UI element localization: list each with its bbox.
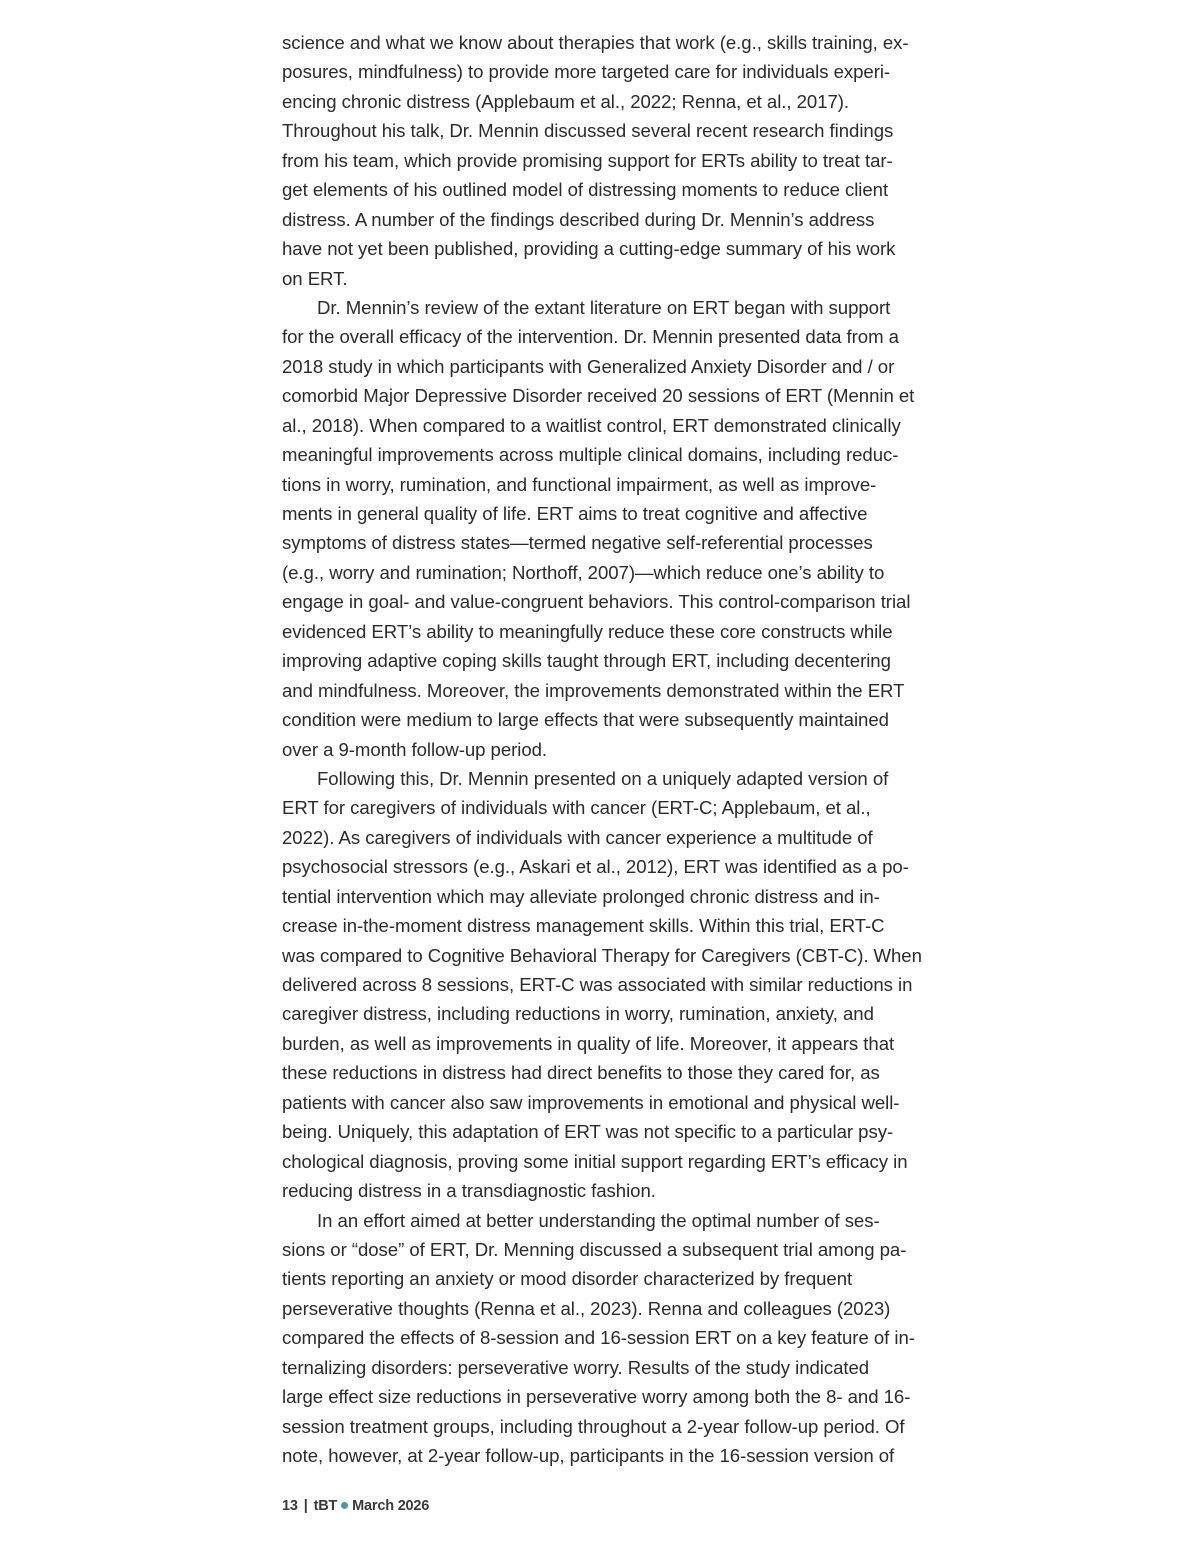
text-line: tential intervention which may alleviate prolonged chronic distress and in-	[282, 885, 880, 907]
text-line: ERT for caregivers of individuals with cancer (ERT-C; Applebaum, et al.,	[282, 797, 871, 819]
text-line: Throughout his talk, Dr. Mennin discussed several recent research findings	[282, 120, 894, 142]
text-line: ternalizing disorders: perseverative worry. Results of the study indicated	[282, 1356, 870, 1378]
text-line: 2022). As caregivers of individuals with cancer experience a multitude of	[282, 826, 873, 848]
text-line: from his team, which provide promising support for ERTs ability to treat tar-	[282, 149, 893, 171]
text-line: being. Uniquely, this adaptation of ERT was not specific to a particular psy-	[282, 1121, 894, 1143]
text-line: over a 9-month follow-up period.	[282, 738, 548, 760]
text-line: engage in goal- and value-congruent behaviors. This control-comparison trial	[282, 591, 911, 613]
text-line: for the overall efficacy of the intervention. Dr. Mennin presented data from a	[282, 326, 899, 348]
text-line: science and what we know about therapies that work (e.g., skills training, ex-	[282, 32, 909, 53]
text-line: distress. A number of the findings described during Dr. Mennin’s address	[282, 208, 875, 230]
text-line: patients with cancer also saw improvements in emotional and physical well-	[282, 1091, 900, 1113]
text-line: and mindfulness. Moreover, the improvements demonstrated within the ERT	[282, 679, 905, 701]
page-number: 13	[282, 1498, 298, 1514]
text-line: compared the effects of 8-session and 16-session ERT on a key feature of in-	[282, 1327, 915, 1349]
text-line: improving adaptive coping skills taught through ERT, including decentering	[282, 650, 891, 672]
text-line: psychosocial stressors (e.g., Askari et al., 2012), ERT was identified as a po-	[282, 856, 909, 878]
text-line: encing chronic distress (Applebaum et al., 2022; Renna, et al., 2017).	[282, 90, 850, 112]
text-line: tions in worry, rumination, and functional impairment, as well as improve-	[282, 473, 877, 495]
text-line: symptoms of distress states—termed negative self-referential processes	[282, 532, 873, 554]
text-line: Dr. Mennin’s review of the extant literature on ERT began with support	[317, 296, 891, 318]
text-line: caregiver distress, including reductions in worry, rumination, anxiety, and	[282, 1003, 874, 1025]
text-line: large effect size reductions in perseverative worry among both the 8- and 16-	[282, 1386, 911, 1408]
text-line: chological diagnosis, proving some initial support regarding ERT’s efficacy in	[282, 1150, 908, 1172]
text-line: was compared to Cognitive Behavioral Therapy for Caregivers (CBT-C). When	[282, 944, 922, 966]
text-line: (e.g., worry and rumination; Northoff, 2007)—which reduce one’s ability to	[282, 561, 885, 583]
text-line: tients reporting an anxiety or mood disorder characterized by frequent	[282, 1268, 853, 1290]
issue-date: March 2026	[352, 1498, 430, 1514]
text-line: session treatment groups, including throughout a 2-year follow-up period. Of	[282, 1415, 905, 1437]
text-line: Following this, Dr. Mennin presented on a uniquely adapted version of	[317, 767, 889, 789]
text-line: reducing distress in a transdiagnostic fashion.	[282, 1180, 656, 1202]
text-line: evidenced ERT’s ability to meaningfully reduce these core constructs while	[282, 620, 893, 642]
text-line: condition were medium to large effects that were subsequently maintained	[282, 709, 889, 731]
footer-separator: |	[303, 1498, 308, 1514]
text-line: 2018 study in which participants with Generalized Anxiety Disorder and / or	[282, 355, 895, 377]
text-line: al., 2018). When compared to a waitlist control, ERT demonstrated clinically	[282, 414, 901, 436]
publication-name: tBT	[313, 1498, 338, 1514]
text-line: note, however, at 2-year follow-up, participants in the 16-session version of	[282, 1445, 895, 1466]
text-line: sions or “dose” of ERT, Dr. Menning discussed a subsequent trial among pa-	[282, 1238, 907, 1260]
text-line: have not yet been published, providing a cutting-edge summary of his work	[282, 238, 896, 260]
page-footer	[282, 1498, 429, 1514]
text-line: burden, as well as improvements in quality of life. Moreover, it appears that	[282, 1032, 895, 1054]
article-body	[282, 28, 922, 1470]
text-line: comorbid Major Depressive Disorder received 20 sessions of ERT (Mennin et	[282, 385, 915, 407]
text-line: on ERT.	[282, 267, 348, 289]
bullet-dot-icon	[341, 1502, 348, 1509]
text-line: perseverative thoughts (Renna et al., 2023). Renna and colleagues (2023)	[282, 1297, 891, 1319]
text-line: meaningful improvements across multiple clinical domains, including reduc-	[282, 444, 899, 466]
text-line: In an effort aimed at better understanding the optimal number of ses-	[317, 1209, 880, 1231]
text-line: ments in general quality of life. ERT aims to treat cognitive and affective	[282, 503, 868, 524]
text-line: delivered across 8 sessions, ERT-C was associated with similar reductions in	[282, 974, 913, 995]
text-line: posures, mindfulness) to provide more targeted care for individuals experi-	[282, 61, 891, 83]
text-line: get elements of his outlined model of distressing moments to reduce client	[282, 179, 889, 201]
text-line: these reductions in distress had direct benefits to those they cared for, as	[282, 1062, 880, 1084]
text-line: crease in-the-moment distress management skills. Within this trial, ERT-C	[282, 915, 885, 937]
